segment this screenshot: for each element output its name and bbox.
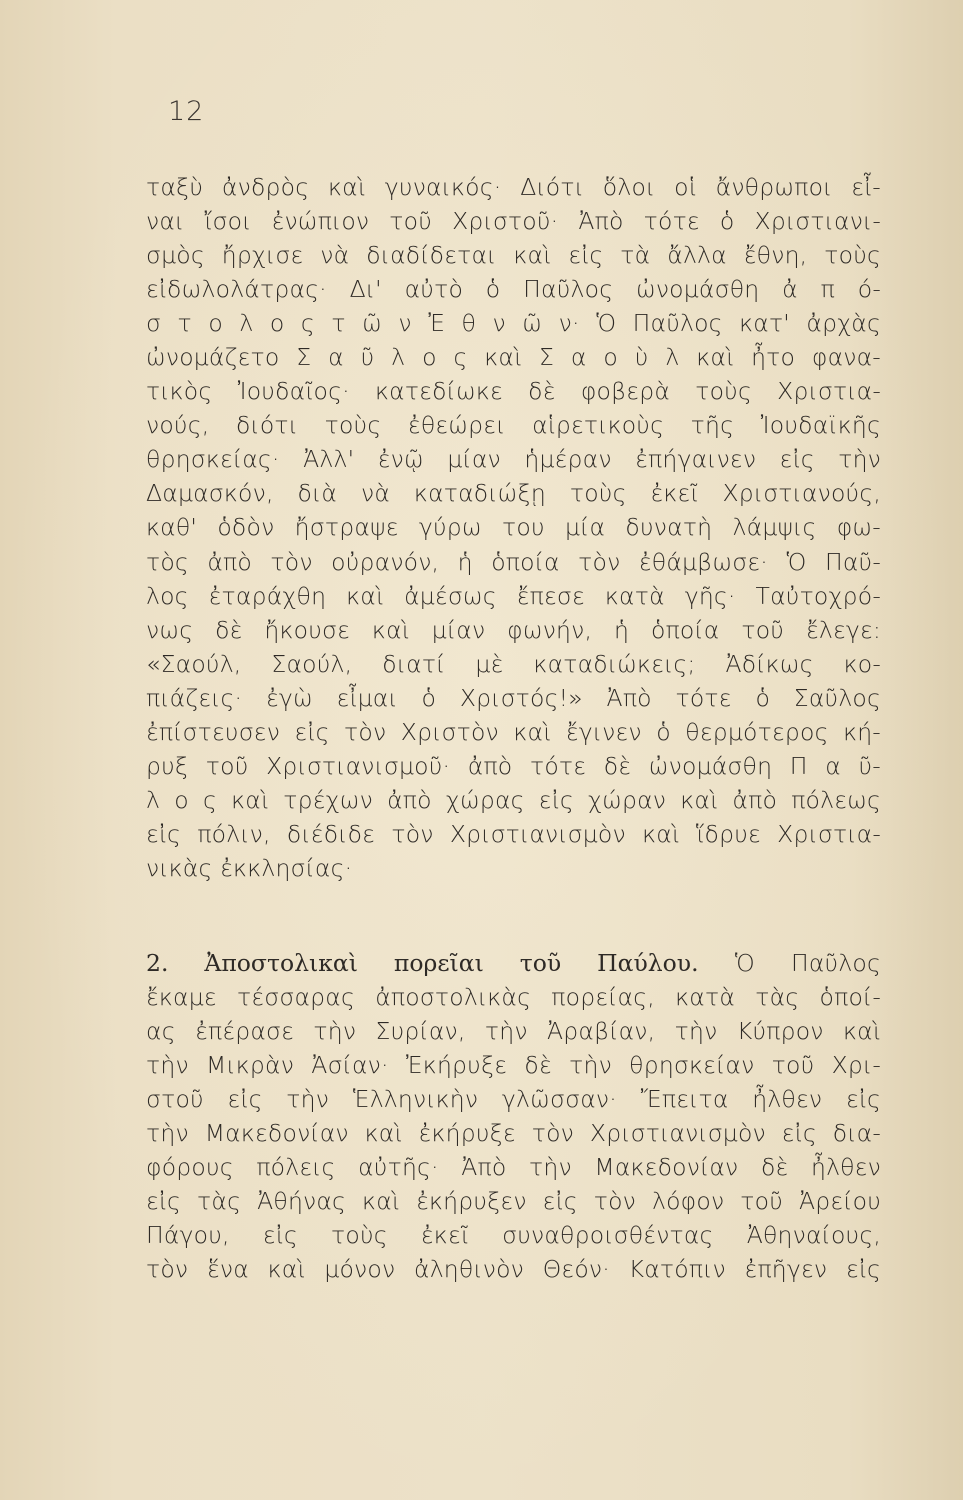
paragraph-apostolic-journeys <box>146 946 881 1286</box>
text-line: τὴν Μικρὰν Ἀσίαν· Ἐκήρυξε δὲ τὴν θρησκείαν τοῦ Χρι- <box>146 1051 881 1080</box>
text-line: ταξὺ ἀνδρὸς καὶ γυναικός· Διότι ὅλοι οἱ ἄνθρωποι εἶ- <box>146 173 881 201</box>
text-line: ὠνομάζετο Σ α ῦ λ ο ς καὶ Σ α ο ὺ λ καὶ ἦτο φανα- <box>146 343 881 372</box>
text-line: καθ' ὁδὸν ἤστραψε γύρω του μία δυνατὴ λάμψις φω- <box>146 513 881 542</box>
page-number: 12 <box>168 96 205 127</box>
text-line: πιάζεις· ἐγὼ εἶμαι ὁ Χριστός!» Ἀπὸ τότε ὁ Σαῦλος <box>146 683 881 712</box>
text-line: Δαμασκόν, διὰ νὰ καταδιώξῃ τοὺς ἐκεῖ Χριστιανούς, <box>146 479 881 508</box>
text-line: εἰδωλολάτρας· Δι' αὐτὸ ὁ Παῦλος ὠνομάσθη ἀ π ό- <box>146 275 881 304</box>
section-heading-line <box>146 946 881 980</box>
text-line: ἔκαμε τέσσαρας ἀποστολικὰς πορείας, κατὰ τὰς ὁποί- <box>146 983 881 1012</box>
text-line: νως δὲ ἤκουσε καὶ μίαν φωνήν, ἡ ὁποία τοῦ ἔλεγε: <box>146 615 881 644</box>
section-heading: 2. Ἀποστολικαὶ πορεῖαι τοῦ Παύλου. <box>146 949 699 977</box>
text-line: τικὸς Ἰουδαῖος· κατεδίωκε δὲ φοβερὰ τοὺς Χριστια- <box>146 377 881 406</box>
text-line: νικὰς ἐκκλησίας· <box>146 853 353 882</box>
text-line: εἰς πόλιν, διέδιδε τὸν Χριστιανισμὸν καὶ ἵδρυε Χριστια- <box>146 819 881 848</box>
text-line: λ ο ς καὶ τρέχων ἀπὸ χώρας εἰς χώραν καὶ ἀπὸ πόλεως <box>146 785 881 814</box>
text-line: φόρους πόλεις αὐτῆς· Ἀπὸ τὴν Μακεδονίαν δὲ ἦλθεν <box>146 1153 881 1182</box>
text-line: σμὸς ἤρχισε νὰ διαδίδεται καὶ εἰς τὰ ἄλλα ἔθνη, τοὺς <box>146 241 881 270</box>
paragraph-saul-conversion <box>146 170 881 885</box>
text-line: σ τ ο λ ο ς τ ῶ ν Ἐ θ ν ῶ ν· Ὁ Παῦλος κατ' ἀρχὰς <box>146 309 881 338</box>
text-line: στοῦ εἰς τὴν Ἑλληνικὴν γλῶσσαν· Ἔπειτα ἦλθεν εἰς <box>146 1085 881 1114</box>
text-line: ναι ἴσοι ἐνώπιον τοῦ Χριστοῦ· Ἀπὸ τότε ὁ Χριστιανι- <box>146 207 881 236</box>
text-line: τὸς ἀπὸ τὸν οὐρανόν, ἡ ὁποία τὸν ἐθάμβωσε· Ὁ Παῦ- <box>146 547 881 576</box>
text-line: Πάγου, εἰς τοὺς ἐκεῖ συναθροισθέντας Ἀθηναίους, <box>146 1221 881 1250</box>
text-line: τὸν ἕνα καὶ μόνον ἀληθινὸν Θεόν· Κατόπιν ἐπῆγεν εἰς <box>146 1255 881 1284</box>
text-line: λος ἐταράχθη καὶ ἀμέσως ἔπεσε κατὰ γῆς· Ταὐτοχρό- <box>146 581 881 610</box>
text-line: θρησκείας· Ἀλλ' ἐνῷ μίαν ἡμέραν ἐπήγαινεν εἰς τὴν <box>146 445 881 474</box>
text-line: τὴν Μακεδονίαν καὶ ἐκήρυξε τὸν Χριστιανισμὸν εἰς δια- <box>146 1119 881 1148</box>
heading-line-continuation: Ὁ Παῦλος <box>734 949 882 977</box>
text-line: ἐπίστευσεν εἰς τὸν Χριστὸν καὶ ἔγινεν ὁ θερμότερος κή- <box>146 717 881 746</box>
text-line: «Σαούλ, Σαούλ, διατί μὲ καταδιώκεις; Ἀδίκως κο- <box>146 649 881 678</box>
text-line: εἰς τὰς Ἀθήνας καὶ ἐκήρυξεν εἰς τὸν λόφον τοῦ Ἀρείου <box>146 1187 881 1216</box>
text-line: νούς, διότι τοὺς ἐθεώρει αἱρετικοὺς τῆς Ἰουδαϊκῆς <box>146 411 881 440</box>
text-line: ρυξ τοῦ Χριστιανισμοῦ· ἀπὸ τότε δὲ ὠνομάσθη Π α ῦ- <box>146 751 881 780</box>
text-line: ας ἐπέρασε τὴν Συρίαν, τὴν Ἀραβίαν, τὴν Κύπρον καὶ <box>146 1017 881 1046</box>
